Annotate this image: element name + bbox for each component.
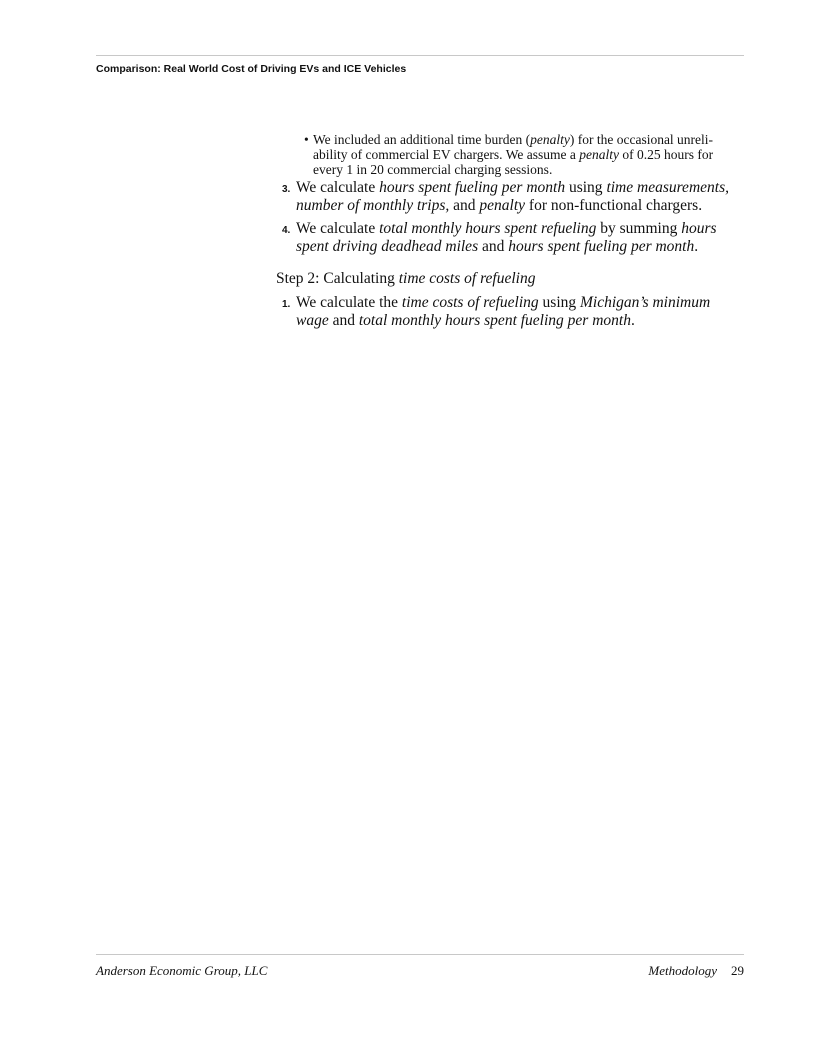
step-2-heading: Step 2: Calculating time costs of refueling xyxy=(276,270,536,287)
list-number: 3. xyxy=(282,184,291,195)
page-body xyxy=(276,132,746,330)
list-item-4: 4. We calculate total monthly hours spent refueling by summing hours spent driving deadhead miles and hours spent fueling per month. xyxy=(282,220,717,255)
footer-section: Methodology xyxy=(648,963,717,978)
list-number: 4. xyxy=(282,225,291,236)
list-number: 1. xyxy=(282,299,291,310)
footer-page-info xyxy=(648,963,744,979)
footer-rule xyxy=(96,954,744,955)
bullet-marker: • xyxy=(304,132,309,147)
list-item-step2-1: 1. We calculate the time costs of refueling using Michigan’s minimum wage and total monthly hours spent fueling per month. xyxy=(282,294,711,329)
list-item-penalty-bullet: • We included an additional time burden (penalty) for the occasional unreli- ability of commercial EV chargers. We assume a penalty of 0.25 hours for every 1 in 20 commercial charging sessions. xyxy=(304,132,714,177)
running-header: Comparison: Real World Cost of Driving EVs and ICE Vehicles xyxy=(96,63,407,75)
footer-company: Anderson Economic Group, LLC xyxy=(96,963,268,978)
list-item-3: 3. We calculate hours spent fueling per month using time measurements, number of monthly trips, and penalty for non-functional chargers. xyxy=(282,179,729,214)
page-number: 29 xyxy=(731,963,744,978)
header-rule xyxy=(96,55,744,56)
